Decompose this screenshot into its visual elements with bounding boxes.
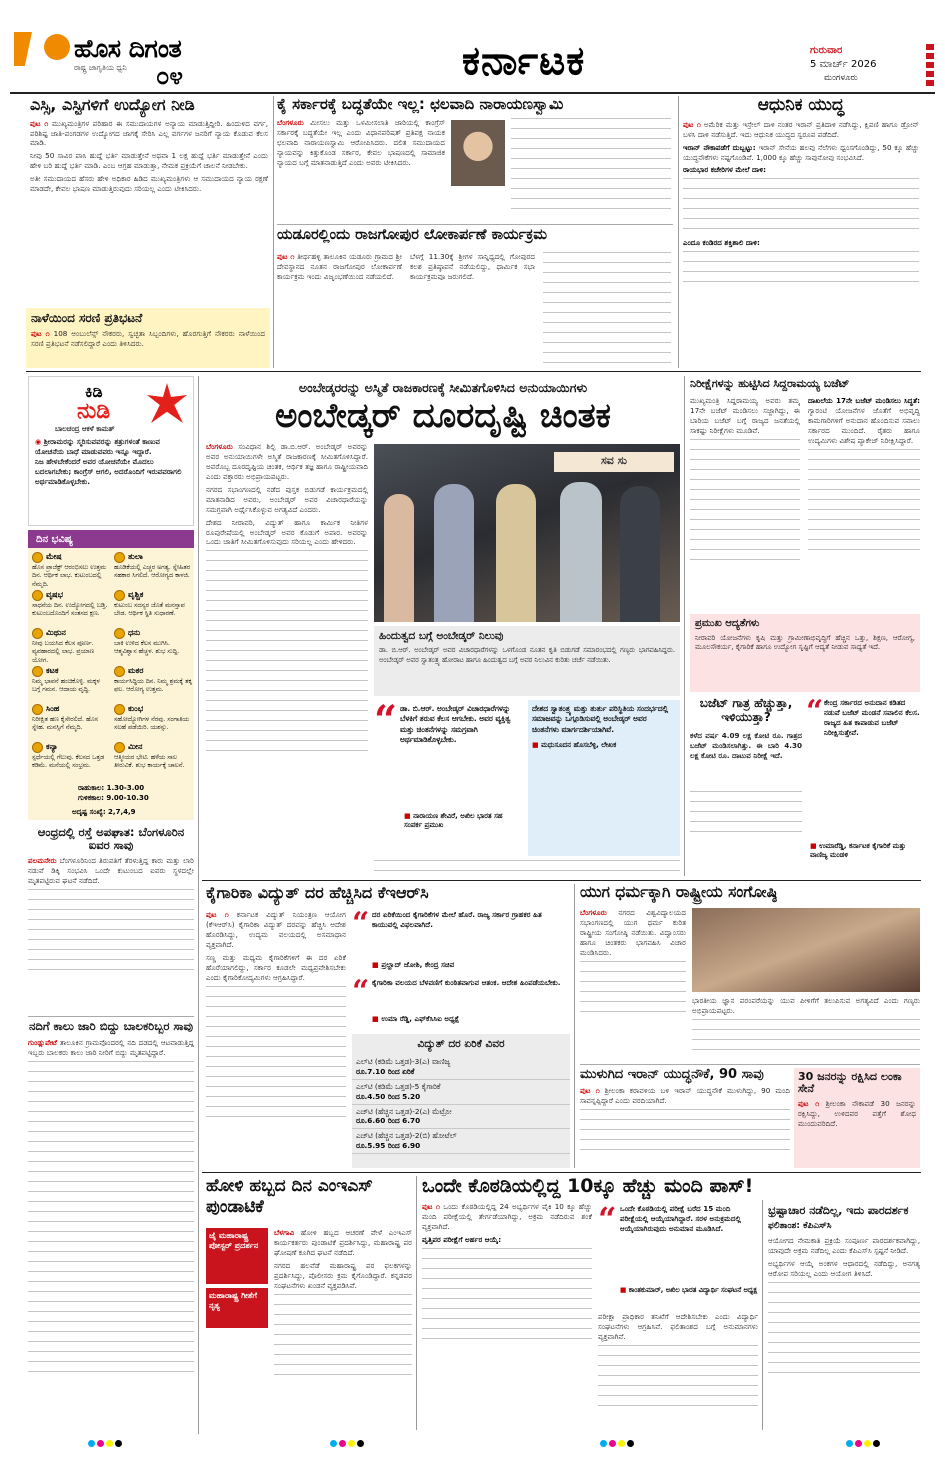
headline: ನಾಳೆಯಿಂದ ಸರಣಿ ಪ್ರತಿಭಟನೆ: [31, 311, 143, 325]
quote-author: [404, 812, 522, 830]
dateline: ಪಲಮನೇರು: [28, 856, 57, 866]
text-filler-block: [598, 1345, 758, 1415]
caption-title: ಹಿಂದುತ್ವದ ಬಗ್ಗೆ ಅಂಬೇಡ್ಕರ್ ನಿಲುವು: [379, 630, 504, 642]
paper-leak-headline: ಒಂದೇ ಕೊಠಡಿಯಲ್ಲಿದ್ದ 10ಕ್ಕೂ ಹೆಚ್ಚು ಮಂದಿ ಪಾಸ್!: [422, 1175, 754, 1197]
table-row: [352, 1080, 570, 1105]
paragraph-2: ದಲಿತ ಸಮುದಾಯದ ನ್ಯಾಯವನ್ನು ಕಿತ್ತುಕೊಂಡ ಸರ್ಕಾರ, ಕೇವಲ ಭಾಷಣದಲ್ಲಿ ಸಾಮಾಜಿಕ ನ್ಯಾಯದ ಬಗ್ಗೆ ಮಾತನಾಡುತ್ತಿದೆ ಎಂದು ಅವರು ಟೀಕಿಸಿದರು.: [277, 137, 445, 167]
text-filler-block: [692, 1019, 920, 1055]
quote-author: [372, 960, 454, 970]
row-rule: [202, 880, 921, 881]
row-label: ಎಲ್‌ಟಿ (ಕಡಿಮೆ ಒತ್ತಡ)-3(ಎ) ವಾಣಿಜ್ಯ: [356, 1057, 451, 1067]
paragraph-2: ಇರಾನ್ ಸೇನೆಯ ಹಲವು ನೆಲೆಗಳು ಧ್ವಂಸಗೊಂಡಿದ್ದು, 50 ಕ್ಕೂ ಹೆಚ್ಚು ಯುದ್ಧನೌಕೆಗಳು ನಷ್ಟಗೊಂಡಿವೆ. 1,000 ಕ್ಕೂ ಹೆಚ್ಚು ಸಾವುನೋವು ಸಂಭವಿಸಿದೆ.: [683, 142, 919, 162]
lead: ತಾಲೂಕಿನ ಗ್ರಾಮವೊಂದರಲ್ಲಿ ನದಿ ದಡದಲ್ಲಿ ಆಟವಾಡುತ್ತಿದ್ದ ಇಬ್ಬರು ಬಾಲಕರು ಕಾಲು ಜಾರಿ ನೀರಿಗೆ ಬಿದ್ದು ಮೃತಪಟ್ಟಿದ್ದಾರೆ.: [28, 1037, 194, 1057]
text-filler-block: [580, 1109, 790, 1157]
horoscope-sign: [114, 628, 192, 664]
col-rule: [574, 884, 575, 1168]
person-figure: [560, 482, 602, 622]
dateline: ಬೆಂಗಳೂರು: [580, 908, 607, 917]
article-col-2: [410, 252, 535, 366]
seminar-photo: [692, 908, 920, 992]
rahukala: ರಾಹುಕಾಲ: 1.30-3.00: [78, 784, 145, 792]
dateline: ಗುಂಡ್ಲುಪೇಟೆ: [28, 1037, 58, 1047]
section-title: ಕರ್ನಾಟಕ: [462, 38, 586, 84]
subhead-3: ಎಂದೂ ಕಂಡಿರದ ಶಕ್ತಿಶಾಲಿ ದಾಳಿ:: [683, 238, 760, 248]
quote-icon: “: [374, 697, 398, 744]
sign-name: [114, 666, 192, 677]
sign-text: ಸಾಧನೆಯ ದಿನ. ಉದ್ಯೋಗದಲ್ಲಿ ಬಡ್ತಿ. ಕುಟುಂಬದೊಂದಿಗೆ ಸಂತಸದ ಕ್ಷಣ.: [32, 602, 108, 618]
author-marker-icon: ■: [532, 741, 539, 750]
zodiac-icon: [114, 742, 125, 753]
person-figure: [434, 484, 474, 622]
headline: ಹೋಳಿ ಹಬ್ಬದ ದಿನ ಎಂಇಎಸ್ ಪುಂಡಾಟಿಕೆ: [206, 1176, 373, 1218]
author: ಬಾಲಚಂದ್ರ ಆಕಳೆ ಕಾಮತ್: [55, 425, 115, 433]
lucky-number: ಅದೃಷ್ಟ ಸಂಖ್ಯೆ: 2,7,4,9: [72, 808, 136, 816]
zodiac-icon: [114, 552, 125, 563]
box-protest-tomorrow: [26, 308, 270, 368]
gulikakala: ಗುಳಿಕಕಾಲ: 9.00-10.30: [78, 793, 149, 802]
horoscope-sign: [114, 742, 192, 778]
horoscope-sign: [32, 552, 110, 588]
sign-name: [32, 742, 110, 753]
lead: ಮುಖ್ಯಮಂತ್ರಿಗಳ ಪರಿಹಾರ ಈ ಸಮುದಾಯಗಳ ಅನ್ಯಾಯ ಮಾಡುತ್ತಿದ್ದೀರಿ. ಹಿಂದುಳಿದ ವರ್ಗ, ಪರಿಶಿಷ್ಟ ಜಾತಿ-ಪಂಗಡಗಳ ಉದ್ಯೋಗದ ಜಾಗಕ್ಕೆ ಸೇರಿಸಿ ಎಲ್ಲ ವರ್ಗಗಳ ಜನರಿಗೆ ನ್ಯಾಯ ಕೊಡುವ ಕೆಲಸ ಮಾಡಿ.: [30, 118, 268, 148]
dateline: ಪುಟ ೧: [206, 910, 229, 919]
quote-text: ಒಂದೇ ಕೊಠಡಿಯಲ್ಲಿ ಪರೀಕ್ಷೆ ಬರೆದ 15 ಮಂದಿ ಪರೀಕ್ಷೆಯಲ್ಲಿ ಆಯ್ಕೆಯಾಗಿದ್ದಾರೆ. ಸರಳ ಅನುಕ್ರಮದಲ್ಲಿ ಆಯ್ಕೆಯಾಗಿರುವುದು ಅನುಮಾನ ಮೂಡಿಸಿದೆ.: [620, 1204, 741, 1233]
row-label: ಎಚ್‌ಟಿ (ಹೆಚ್ಚಿನ ಒತ್ತಡ)-2(ಬಿ) ಹೋಟೆಲ್: [356, 1131, 457, 1141]
lead: ಬೆಂಗಳೂರಿನಿಂದ ತಿರುಪತಿಗೆ ತೆರಳುತ್ತಿದ್ದ ಕಾರು ಮತ್ತು ಲಾರಿ ನಡುವೆ ಡಿಕ್ಕಿ ಸಂಭವಿಸಿ ಒಂದೇ ಕುಟುಂಬದ ಐವರು ಸ್ಥಳದಲ್ಲೇ ಮೃತಪಟ್ಟಿರುವ ಘಟನೆ ನಡೆದಿದೆ.: [28, 856, 194, 886]
zodiac-icon: [114, 590, 125, 601]
row-value: ರೂ.4.50 ರಿಂದ 5.20: [356, 1091, 421, 1101]
sign-name: [114, 552, 192, 563]
horoscope-sign: [32, 628, 110, 664]
zodiac-icon: [32, 552, 43, 563]
article-body: [30, 119, 268, 299]
kidi-text: [35, 437, 189, 487]
headline: ಕೈಗಾರಿಕಾ ವಿದ್ಯುತ್ ದರ ಹೆಚ್ಚಿಸಿದ ಕೆಇಆರ್‌ಸಿ: [206, 883, 429, 902]
author-marker-icon: ■: [372, 960, 379, 969]
dateline: ಪುಟ ೧: [580, 1086, 600, 1096]
dateline: ಪುಟ ೧: [683, 119, 701, 129]
text-filler-block: [580, 961, 686, 1021]
lead: ತೀರ್ಥಹಳ್ಳಿ ತಾಲೂಕಿನ ಯಡೂರು ಗ್ರಾಮದ ಶ್ರೀ ದೇವಸ್ಥಾನದ ನೂತನ ರಾಜಗೋಪುರ ಲೋಕಾರ್ಪಣೆ ಕಾರ್ಯಕ್ರಮ ಇಂದು ವಿಜೃಂಭಣೆಯಿಂದ ನಡೆಯಲಿದೆ.: [277, 252, 402, 281]
lead: ಮುಖ್ಯಮಂತ್ರಿ ಸಿದ್ದರಾಮಯ್ಯ ಅವರು ತಮ್ಮ 17ನೇ ಬಜೆಟ್ ಮಂಡಿಸಲು ಸಜ್ಜಾಗಿದ್ದು, ಈ ಬಾರಿಯ ಬಜೆಟ್ ಬಗ್ಗೆ ರಾಜ್ಯದ ಜನತೆಯಲ್ಲಿ ಸಾಕಷ್ಟು ನಿರೀಕ್ಷೆಗಳು ಮೂಡಿವೆ.: [690, 396, 800, 435]
zodiac-icon: [32, 704, 43, 715]
headline: ಯುಗ ಧರ್ಮಕ್ಕಾಗಿ ರಾಷ್ಟ್ರೀಯ ಸಂಗೋಷ್ಠಿ: [580, 883, 778, 901]
horoscope-sign: [32, 590, 110, 626]
sign-label: ತುಲಾ: [128, 552, 143, 562]
article-power-tariff: [206, 884, 570, 1170]
kidi-text-1: ಶ್ರೀರಾಮರನ್ನು ಸ್ಮರಿಸುವವರನ್ನು ಶತ್ರುಗಳಂತೆ ಕಾಣುವ ಯೋಚನೆಯ ಬಾಧೆ ಮಾಡುವವರು ಇನ್ನೂ ಇದ್ದಾರೆ.: [35, 437, 161, 457]
text-filler-block: [690, 439, 800, 569]
subhead-1: ವೃತ್ತಿಪರ ಪರೀಕ್ಷೆಗೆ ಅರ್ಹರ ಆಯ್ಕೆ:: [422, 1234, 502, 1244]
text-filler-block: [28, 1061, 194, 1381]
text-filler-block: [768, 1282, 920, 1378]
quote-author: [532, 741, 676, 750]
person-figure: [620, 486, 660, 622]
row-value: ರೂ.6.60 ರಿಂದ 6.70: [356, 1116, 421, 1126]
article-body: [683, 120, 919, 364]
horoscope-sign: [32, 704, 110, 740]
text-filler-block: [274, 1294, 412, 1384]
sign-label: ಮೀನ: [128, 742, 143, 752]
edition-city: ಮಂಗಳೂರು: [824, 73, 858, 83]
paper-leak-quote: [598, 1200, 758, 1308]
table-title: ವಿದ್ಯುತ್ ದರ ಏರಿಕೆ ವಿವರ: [417, 1038, 505, 1050]
quote-text: ದೇಶದ ಸ್ವಾತಂತ್ರ್ಯ ಮತ್ತು ತುರ್ತು ಪರಿಸ್ಥಿತಿಯ ಸಂದರ್ಭದಲ್ಲಿ ಸಮಾಜವನ್ನು ಒಗ್ಗೂಡಿಸುವಲ್ಲಿ ಅಂಬೇಡ್ಕರ್ ಅವರ ಚಿಂತನೆಗಳು ಮಾರ್ಗದರ್ಶಿಯಾಗಿವೆ.: [532, 704, 669, 734]
text-filler-block: [422, 1248, 592, 1348]
horoscope-sign: [32, 742, 110, 778]
text-filler-block: [683, 178, 919, 238]
quote-author-name: ನಾರಾಯಣ ಶೇವಿರೆ, ಅಖಿಲ ಭಾರತ ಸಹ ಸಂಪರ್ಕ ಪ್ರಮುಖ: [404, 812, 503, 830]
dateline: ಪುಟ ೧: [277, 252, 295, 261]
article-col-2: [511, 118, 671, 218]
paper-leak-col-2: [598, 1312, 758, 1430]
spark-icon: [147, 383, 187, 423]
dateline: ಪುಟ ೧: [422, 1202, 441, 1211]
lead: ನಗರದ ವಿಶ್ವವಿದ್ಯಾಲಯದ ಸಭಾಂಗಣದಲ್ಲಿ ಯುಗ ಧರ್ಮ ಕುರಿತ ರಾಷ್ಟ್ರೀಯ ಸಂಗೋಷ್ಠಿ ನಡೆಯಿತು. ವಿದ್ವಾಂಸರು ಹಾಗೂ ಚಿಂತಕರು ಭಾಗವಹಿಸಿ ವಿಚಾರ ಮಂಡಿಸಿದರು.: [580, 908, 686, 957]
col-rule: [684, 376, 685, 876]
sign-text: ಕಾರ್ಯಸಿದ್ಧಿಯ ದಿನ. ನಿಮ್ಮ ಶ್ರಮಕ್ಕೆ ತಕ್ಕ ಫಲ. ಆರೋಗ್ಯ ಉತ್ತಮ.: [114, 678, 192, 694]
article-andhra-accident: [28, 826, 194, 1012]
nudi-title: ನುಡಿ: [77, 399, 111, 424]
lead: ಕರ್ನಾಟಕ ವಿದ್ಯುತ್ ನಿಯಂತ್ರಣ ಆಯೋಗ (ಕೆಇಆರ್‌ಸಿ) ಕೈಗಾರಿಕಾ ವಿದ್ಯುತ್ ದರವನ್ನು ಹೆಚ್ಚಿಸಿ ಆದೇಶ ಹೊರಡಿಸಿದ್ದು, ಉದ್ಯಮ ವಲಯದಲ್ಲಿ ಅಸಮಾಧಾನ ವ್ಯಕ್ತವಾಗಿದೆ.: [206, 910, 346, 949]
row-label: ಎಲ್‌ಟಿ (ಕಡಿಮೆ ಒತ್ತಡ)-5 ಕೈಗಾರಿಕೆ: [356, 1081, 441, 1091]
rule: [277, 224, 673, 225]
portrait-photo: [451, 120, 505, 186]
masthead-rule: [10, 92, 935, 94]
rule: [580, 1064, 920, 1065]
size-title: ಬಜೆಟ್ ಗಾತ್ರ ಹೆಚ್ಚುತ್ತಾ, ಇಳಿಯುತ್ತಾ?: [699, 696, 793, 725]
quote-icon: “: [598, 1200, 617, 1238]
article-children-drown: [28, 1020, 194, 1430]
dateline: ಬೆಂಗಳೂರು: [206, 442, 233, 451]
ambedkar-body-tail: [374, 860, 680, 878]
quote-text: ದರ ಏರಿಕೆಯಿಂದ ಕೈಗಾರಿಕೆಗಳ ಮೇಲೆ ಹೊರೆ. ರಾಜ್ಯ ಸರ್ಕಾರ ಗ್ರಾಹಕರ ಹಿತ ಕಾಯುವಲ್ಲಿ ವಿಫಲವಾಗಿದೆ.: [372, 910, 542, 930]
col-rule: [678, 96, 679, 368]
article-col-1: [277, 252, 402, 366]
article-body: [31, 329, 265, 361]
ambedkar-body: [206, 442, 368, 850]
article-col-1: [690, 396, 800, 608]
zodiac-icon: [32, 628, 43, 639]
sign-name: [32, 704, 110, 715]
row-label: ಎಚ್‌ಟಿ (ಹೆಚ್ಚಿನ ಒತ್ತಡ)-2(ಎ) ಮೆಟ್ರೋ: [356, 1106, 452, 1116]
horoscope-sign: [114, 590, 192, 626]
tag-poster-text: ಜೈ ಮಹಾರಾಷ್ಟ್ರ ಪೋಸ್ಟರ್ ಪ್ರದರ್ಶನ: [209, 1231, 259, 1251]
sign-name: [32, 628, 110, 639]
lead: ಮೀಸಲು ಮತ್ತು ಒಳಮೀಸಲಾತಿ ಜಾರಿಯಲ್ಲಿ ಕಾಂಗ್ರೆಸ್ ಸರ್ಕಾರಕ್ಕೆ ಬದ್ಧತೆಯೇ ಇಲ್ಲ ಎಂದು ವಿಧಾನಪರಿಷತ್ ಪ್ರತಿಪಕ್ಷ ನಾಯಕ ಛಲವಾದಿ ನಾರಾಯಣಸ್ವಾಮಿ ಆರೋಪಿಸಿದರು.: [277, 118, 445, 147]
quote-text: ಕೈಗಾರಿಕಾ ವಲಯದ ಬೆಳವಣಿಗೆ ಕುಂಠಿತವಾಗುವ ಆತಂಕ. ಆದೇಶ ಹಿಂಪಡೆಯಬೇಕು.: [372, 978, 561, 987]
subhead-2: ರಾಯಭಾರ ಕಚೇರಿಗಳ ಮೇಲೆ ದಾಳಿ:: [683, 165, 766, 175]
article-col-2: [808, 396, 920, 608]
article-body: [580, 1086, 790, 1164]
paper-leak-col-1: [422, 1202, 592, 1430]
headline: ಎಸ್ಸಿ, ಎಸ್ಟಿಗಳಿಗೆ ಉದ್ಯೋಗ ನೀಡಿ: [30, 95, 195, 114]
sign-label: ವೃಷಭ: [46, 590, 63, 600]
paragraph-2: ಬೆಳಗ್ಗೆ 11.30ಕ್ಕೆ ಶ್ರೀಗಳ ಸಾನ್ನಿಧ್ಯದಲ್ಲಿ ಗೋಪುರದ ಕಲಶ ಪ್ರತಿಷ್ಠಾಪನೆ ನಡೆಯಲಿದ್ದು, ಧಾರ್ಮಿಕ ಸಭಾ ಕಾರ್ಯಕ್ರಮವೂ ಜರುಗಲಿದೆ.: [410, 252, 535, 281]
lead: ಅಮೆರಿಕ ಮತ್ತು ಇಸ್ರೇಲ್ ದಾಳಿ ನಂತರ ಇರಾನ್ ಪ್ರತಿದಾಳಿ ನಡೆಸಿದ್ದು, ಕ್ಷಿಪಣಿ ಹಾಗೂ ಡ್ರೋನ್ ಬಳಸಿ ದಾಳಿ ನಡೆಸುತ್ತಿದೆ. ಇದು ಆಧುನಿಕ ಯುದ್ಧದ ಸ್ವರೂಪ ಪಡೆದಿದೆ.: [683, 119, 919, 139]
zodiac-icon: [32, 590, 43, 601]
zodiac-icon: [32, 742, 43, 753]
dateline: ಬೆಂಗಳೂರು: [277, 118, 304, 127]
horoscope-sign: [114, 666, 192, 702]
tariff-rows: [352, 1055, 570, 1154]
horoscope-sign: [32, 666, 110, 702]
headline: 30 ಜನರನ್ನು ರಕ್ಷಿಸಿದ ಲಂಕಾ ಸೇನೆ: [798, 1070, 902, 1096]
headline: ಆಂಧ್ರದಲ್ಲಿ ರಸ್ತೆ ಅಪಘಾತ: ಬೆಂಗಳೂರಿನ ಐವರ ಸಾವು: [37, 825, 185, 852]
article-col-1: [206, 910, 346, 1168]
article-lanka-rescue: [794, 1068, 920, 1168]
paragraph-3: ಅತೀ ಸಮುದಾಯದ ಹೆಸರು ಹೇಳಿ ಅಧಿಕಾರ ಹಿಡಿದ ಮುಖ್ಯಮಂತ್ರಿಗಳು ಆ ಸಮುದಾಯದ ನ್ಯಾಯ ರಕ್ಷಣೆ ಮಾಡದೇ, ಕೇವಲ ಭಾಷಣ ಮಾಡುತ್ತಿರುವುದು ಸರಿಯಲ್ಲ ಎಂದು ಟೀಕಿಸಿದರು.: [30, 174, 268, 194]
color-registration-marks: [846, 1440, 882, 1451]
quote-author: [620, 1286, 758, 1294]
brand-name: ಹೊಸ ದಿಗಂತ: [74, 34, 182, 63]
row-value: ರೂ.5.95 ರಿಂದ 6.90: [356, 1141, 421, 1151]
sign-name: [114, 628, 192, 639]
zodiac-icon: [114, 628, 125, 639]
photo-caption: ಡಾ. ಬಿ.ಆರ್. ಅಂಬೇಡ್ಕರ್ ಅವರ ವಿಚಾರಧಾರೆಗಳನ್ನು ಒಳಗೊಂಡ ನೂತನ ಕೃತಿ ಬಿಡುಗಡೆ ಸಮಾರಂಭದಲ್ಲಿ ಗಣ್ಯರು ಭಾಗವಹಿಸಿದ್ದರು. ಅಂಬೇಡ್ಕರ್ ಅವರ ಸ್ವಾತಂತ್ರ್ಯ ಹೋರಾಟ ಹಾಗೂ ಹಿಂದುತ್ವದ ಬಗ್ಗೆ ಅವರ ನಿಲುವಿನ ಕುರಿತು ಚರ್ಚೆ ನಡೆಯಿತು.: [379, 646, 675, 664]
paragraph-2: ಪರೀಕ್ಷಾ ಪ್ರಾಧಿಕಾರ ತನಿಖೆಗೆ ಆದೇಶಿಸಬೇಕು ಎಂದು ವಿದ್ಯಾರ್ಥಿ ಸಂಘಟನೆಗಳು ಆಗ್ರಹಿಸಿವೆ. ಫಲಿತಾಂಶದ ಬಗ್ಗೆ ಅನುಮಾನಗಳು ವ್ಯಕ್ತವಾಗಿವೆ.: [598, 1312, 758, 1341]
row-value: ರೂ.7.10 ರಿಂದ ಏರಿಕೆ: [356, 1067, 415, 1077]
table-row: [352, 1129, 570, 1154]
article-gopura: [277, 228, 673, 368]
sign-name: [114, 590, 192, 601]
paragraph-2: ನಗರದ ಹಲವೆಡೆ ಮಹಾರಾಷ್ಟ್ರ ಪರ ಫಲಕಗಳನ್ನು ಪ್ರದರ್ಶಿಸಿದ್ದು, ಪೊಲೀಸರು ಕ್ರಮ ಕೈಗೊಂಡಿದ್ದಾರೆ. ಕನ್ನಡಪರ ಸಂಘಟನೆಗಳು ಖಂಡನೆ ವ್ಯಕ್ತಪಡಿಸಿವೆ.: [274, 1260, 412, 1290]
article-col-1: [274, 1228, 412, 1428]
box-text: ನೀರಾವರಿ ಯೋಜನೆಗಳು ಕೃಷಿ ಮತ್ತು ಗ್ರಾಮೀಣಾಭಿವೃದ್ಧಿಗೆ ಹೆಚ್ಚಿನ ಒತ್ತು, ಶಿಕ್ಷಣ, ಆರೋಗ್ಯ, ಮೂಲಸೌಕರ್ಯ, ಕೈಗಾರಿಕೆ ಹಾಗೂ ಉದ್ಯೋಗ ಸೃಷ್ಟಿಗೆ ಆದ್ಯತೆ ನೀಡುವ ಸಾಧ್ಯತೆ ಇದೆ.: [695, 633, 915, 652]
sign-label: ಮೇಷ: [46, 552, 62, 562]
sign-text: ಬಾಕಿ ಉಳಿದ ಕೆಲಸ ಮುಗಿಸಿ. ಆತ್ಮವಿಶ್ವಾಸ ಹೆಚ್ಚಳ. ಶುಭ ಸುದ್ದಿ.: [114, 640, 180, 656]
sign-text: ನೀವು ಬಯಸಿದ ಕೆಲಸ ಪೂರ್ಣ. ವ್ಯವಹಾರದಲ್ಲಿ ಲಾಭ. ಪ್ರಯಾಣ ಯೋಗ.: [32, 640, 95, 664]
kidi-nudi-box: [28, 376, 194, 526]
lead: ಶ್ರೀಲಂಕಾ ಕರಾವಳಿಯ ಬಳಿ ಇರಾನ್ ಯುದ್ಧನೌಕೆ ಮುಳುಗಿದ್ದು, 90 ಮಂದಿ ಸಾವನ್ನಪ್ಪಿದ್ದಾರೆ ಎಂದು ವರದಿಯಾಗಿದೆ.: [580, 1086, 790, 1106]
horoscope-title: [28, 530, 194, 548]
paragraph-2: ಅಭ್ಯರ್ಥಿಗಳ ಆಯ್ಕೆ ಅಂಕಗಳ ಆಧಾರದಲ್ಲಿ ನಡೆದಿದ್ದು, ಅನಗತ್ಯ ಆರೋಪ ಸರಿಯಲ್ಲ ಎಂದು ಆಯೋಗ ತಿಳಿಸಿದೆ.: [768, 1259, 920, 1279]
quote-author-name: ಮಧುಸೂದನ ಹೊಸಬೆಳ್ಳಿ, ಲೇಖಕ: [541, 741, 617, 750]
article-budget: [690, 378, 920, 610]
sign-label: ವೃಶ್ಚಿಕ: [128, 590, 144, 600]
col-rule: [416, 1176, 417, 1430]
logo-lamp-icon: [44, 34, 70, 60]
quote-author-name: ಕಾಂತಕುಮಾರ್, ಅಖಿಲ ಭಾರತ ವಿದ್ಯಾರ್ಥಿ ಸಂಘಟನೆ ಅಧ್ಯಕ್ಷ: [628, 1286, 758, 1294]
lead: ಶ್ರೀಲಂಕಾ ನೌಕಾಪಡೆ 30 ಜನರನ್ನು ರಕ್ಷಿಸಿದ್ದು, ಉಳಿದವರ ಪತ್ತೆಗೆ ಶೋಧ ಮುಂದುವರಿದಿದೆ.: [798, 1099, 916, 1129]
color-registration-marks: [330, 1440, 366, 1451]
row-rule: [202, 1172, 921, 1173]
zodiac-icon: [32, 666, 43, 677]
article-chalavadi: [277, 96, 673, 222]
sign-text: ಕುಟುಂಬ ಸದಸ್ಯರ ಜೊತೆ ಮನಸ್ತಾಪ ಬೇಡ. ಆರ್ಥಿಕ ಸ್ಥಿತಿ ಸುಧಾರಣೆ.: [114, 602, 185, 618]
issue-date: 5 ಮಾರ್ಚ್ 2026: [810, 59, 877, 70]
table-row: [352, 1105, 570, 1130]
lead: ಹೋಳಿ ಹಬ್ಬದ ಆಚರಣೆ ವೇಳೆ ಎಂಇಎಸ್ ಕಾರ್ಯಕರ್ತರು ಪುಂಡಾಟಿಕೆ ಪ್ರದರ್ಶಿಸಿದ್ದು, ಮಹಾರಾಷ್ಟ್ರ ಪರ ಘೋಷಣೆ ಕೂಗಿದ ಘಟನೆ ನಡೆದಿದೆ.: [274, 1228, 412, 1257]
page-number: ೦೪: [156, 62, 183, 90]
budget-quote: [806, 696, 920, 876]
text-column-filler: [543, 252, 671, 366]
row-rule: [26, 371, 921, 372]
paragraph-3: ದೇಶದ ನೀರಾವರಿ, ವಿದ್ಯುತ್ ಹಾಗೂ ಕಾರ್ಮಿಕ ನೀತಿಗಳ ರೂಪುರೇಷೆಯಲ್ಲಿ ಅಂಬೇಡ್ಕರ್ ಅವರ ಕೊಡುಗೆ ಅಪಾರ. ಅವರನ್ನು ಒಂದು ಜಾತಿಗೆ ಸೀಮಿತಗೊಳಿಸುವುದು ಸರಿಯಲ್ಲ ಎಂದು ಹೇಳಿದರು.: [206, 517, 368, 547]
author-marker-icon: ■: [620, 1286, 627, 1294]
sign-label: ಮಿಥುನ: [46, 628, 66, 638]
corner-stripes: [926, 44, 934, 88]
brand-logo: [14, 30, 224, 88]
subhead: ಫಲಿತಾಂಶ: ಕೆಪಿಎಸ್‌ಸಿ: [768, 1221, 832, 1232]
horoscope-box: [28, 530, 194, 820]
brand-tagline: ರಾಷ್ಟ್ರ ಜಾಗೃತಿಯ ಧ್ವನಿ: [74, 63, 127, 72]
dateline: ಪುಟ ೧: [798, 1099, 820, 1109]
dateline: ಪುಟ ೧: [30, 118, 49, 128]
paragraph-2: ಗ್ಯಾರಂಟಿ ಯೋಜನೆಗಳ ಜೊತೆಗೆ ಅಭಿವೃದ್ಧಿ ಕಾಮಗಾರಿಗಳಿಗೆ ಅನುದಾನ ಹೊಂದಿಸುವ ಸವಾಲು ಸರ್ಕಾರದ ಮುಂದಿದೆ. ರೈತರು ಹಾಗೂ ಉದ್ಯಮಿಗಳು ವಿಶೇಷ ಪ್ಯಾಕೇಜ್ ನಿರೀಕ್ಷಿಸಿದ್ದಾರೆ.: [808, 405, 920, 445]
article-holi-mes: [206, 1176, 412, 1430]
ambedkar-quote-1: [374, 697, 524, 856]
headline: ನಿರೀಕ್ಷೆಗಳನ್ನು ಹುಟ್ಟಿಸಿದ ಸಿದ್ದರಾಮಯ್ಯ ಬಜೆಟ್: [690, 377, 850, 390]
paragraph-2: ನಗರದ ಸಭಾಂಗಣದಲ್ಲಿ ನಡೆದ ಪುಸ್ತಕ ಬಿಡುಗಡೆ ಕಾರ್ಯಕ್ರಮದಲ್ಲಿ ಮಾತನಾಡಿದ ಅವರು, ಅಂಬೇಡ್ಕರ್ ಅವರ ವಿಚಾರಧಾರೆಯನ್ನು ಸಮಗ್ರವಾಗಿ ಅರ್ಥೈಸಿಕೊಳ್ಳುವ ಅಗತ್ಯವಿದೆ ಎಂದರು.: [206, 484, 368, 514]
lead: ಆಯೋಗದ ನೇಮಕಾತಿ ಪ್ರಕ್ರಿಯೆ ಸಂಪೂರ್ಣ ಪಾರದರ್ಶಕವಾಗಿದ್ದು, ಯಾವುದೇ ಅಕ್ರಮ ನಡೆದಿಲ್ಲ ಎಂದು ಕೆಪಿಎಸ್‌ಸಿ ಸ್ಪಷ್ಟನೆ ನೀಡಿದೆ.: [768, 1236, 920, 1256]
person-figure: [496, 484, 536, 622]
sign-text: ಸಹೋದ್ಯೋಗಿಗಳ ನೆರವು. ಸಂಗಾತಿಯ ಸಲಹೆ ಪಡೆಯಿರಿ. ಯಶಸ್ಸು.: [114, 716, 190, 732]
article-corruption: [768, 1204, 920, 1430]
quote-author-name: ಪ್ರಲ್ಹಾದ್ ಜೋಶಿ, ಕೇಂದ್ರ ಸಚಿವ: [381, 960, 455, 969]
paragraph-2: ಭಾರತೀಯ ಜ್ಞಾನ ಪರಂಪರೆಯನ್ನು ಯುವ ಪೀಳಿಗೆಗೆ ತಲುಪಿಸುವ ಅಗತ್ಯವಿದೆ ಎಂದು ಗಣ್ಯರು ಅಭಿಪ್ರಾಯಪಟ್ಟರು.: [692, 996, 920, 1015]
quote-icon: “: [352, 906, 370, 941]
article-col-2: [692, 996, 920, 1058]
text-filler-block: [206, 550, 368, 760]
rahukala-box: [78, 784, 188, 806]
text-filler-block: [808, 449, 920, 559]
sign-name: [32, 590, 110, 601]
tag-dance: [206, 1288, 268, 1328]
budget-size-box: [690, 696, 802, 876]
article-col-1: [580, 908, 686, 1058]
sign-label: ಧನು: [128, 628, 141, 638]
sign-text: ಹೂಡಿಕೆಯಲ್ಲಿ ಎಚ್ಚರ ಅಗತ್ಯ. ಸ್ನೇಹಿತರ ಸಹಕಾರ ಸಿಗಲಿದೆ. ಆರೋಗ್ಯದ ಕಾಳಜಿ.: [114, 564, 191, 580]
color-registration-marks: [600, 1440, 636, 1451]
lead: 108 ಆಂಬುಲೆನ್ಸ್ ನೌಕರರು, ಸ್ವಚ್ಛತಾ ಸಿಬ್ಬಂದಿಗಳು, ಹೊರಗುತ್ತಿಗೆ ನೌಕರರು ನಾಳೆಯಿಂದ ಸರಣಿ ಪ್ರತಿಭಟನೆ ನಡೆಸಲಿದ್ದಾರೆ ಎಂದು ತಿಳಿಸಿದರು.: [31, 329, 265, 349]
text-filler-block: [690, 791, 802, 837]
quote-text: ಕೇಂದ್ರ ಸರ್ಕಾರದ ಅನುದಾನ ಕಡಿತದ ನಡುವೆ ಬಜೆಟ್ ಮಂಡನೆ ಸವಾಲಿನ ಕೆಲಸ. ರಾಜ್ಯದ ಹಿತ ಕಾಪಾಡುವ ಬಜೆಟ್ ನಿರೀಕ್ಷಿಸುತ್ತೇವೆ.: [824, 698, 920, 738]
sign-text: ಆತ್ಮೀಯರ ಭೇಟಿ. ಹಳೆಯ ಸಾಲ ತೀರುವಿಕೆ. ಶುಭ ಕಾರ್ಯಕ್ಕೆ ಚಾಲನೆ.: [114, 754, 185, 770]
subhead-1: ದಾಖಲೆಯ 17ನೇ ಬಜೆಟ್ ಮಂಡಿಸಲು ಸಿದ್ಧತೆ:: [808, 396, 920, 405]
article-body: [28, 1038, 194, 1408]
article-body: [798, 1099, 916, 1161]
table-row: [352, 1055, 570, 1080]
dateline: ಪುಟ ೧: [31, 329, 50, 339]
ambedkar-headline: ಅಂಬೇಡ್ಕರ್ ದೂರದೃಷ್ಟಿ ಚಿಂತಕ: [275, 396, 611, 436]
sign-text: ನಿರೀಕ್ಷಿತ ಹಣ ಕೈಸೇರಲಿದೆ. ಹೊಸ ಸ್ನೇಹ. ಮನಸ್ಸಿಗೆ ನೆಮ್ಮದಿ.: [32, 716, 98, 732]
quote-icon: “: [352, 974, 370, 1009]
headline: ಭ್ರಷ್ಟಾಚಾರ ನಡೆದಿಲ್ಲ, ಇದು ಪಾರದರ್ಶಕ: [768, 1204, 909, 1217]
tariff-table: [352, 1034, 570, 1168]
person-figure: [384, 494, 414, 622]
tag-dance-text: ಮಹಾರಾಷ್ಟ್ರ ಗೀತೆಗೆ ನೃತ್ಯ: [209, 1291, 257, 1311]
headline: ಮುಳುಗಿದ ಇರಾನ್ ಯುದ್ಧನೌಕೆ, 90 ಸಾವು: [580, 1067, 764, 1082]
photo-banner: ಸವ ಸು: [554, 452, 674, 472]
text-column-filler: [511, 118, 671, 218]
issue-day: ಗುರುವಾರ: [810, 45, 843, 56]
sign-label: ಕುಂಭ: [128, 704, 144, 714]
quote-icon: “: [806, 694, 824, 729]
sign-text: ಸ್ಪರ್ಧೆಯಲ್ಲಿ ಗೆಲುವು. ಕೆಲಸದ ಒತ್ತಡ ಕಡಿಮೆ. ಮನೆಯಲ್ಲಿ ಸಂಭ್ರಮ.: [32, 754, 105, 770]
color-registration-marks: [88, 1440, 124, 1451]
quote-text: ಡಾ. ಬಿ.ಆರ್. ಅಂಬೇಡ್ಕರ್ ವಿಚಾರಧಾರೆಗಳನ್ನು ಬೆಳಕಿಗೆ ತರುವ ಕೆಲಸ ಆಗಬೇಕು. ಅವರ ವ್ಯಕ್ತಿತ್ವ ಮತ್ತು ಚಿಂತನೆಗಳನ್ನು ಸಮಗ್ರವಾಗಿ ಅರ್ಥಮಾಡಿಕೊಳ್ಳಬೇಕು.: [400, 704, 511, 745]
lead: ಸಂವಿಧಾನ ಶಿಲ್ಪಿ ಡಾ.ಬಿ.ಆರ್. ಅಂಬೇಡ್ಕರ್ ಅವರನ್ನು ಅವರ ಅನುಯಾಯಿಗಳೇ ಅಸ್ಮಿತೆ ರಾಜಕಾರಣಕ್ಕೆ ಸೀಮಿತಗೊಳಿಸಿದ್ದಾರೆ. ಅವರೊಬ್ಬ ದೂರದೃಷ್ಟಿಯ ಚಿಂತಕ, ಆರ್ಥಿಕ ತಜ್ಞ ಹಾಗೂ ರಾಷ್ಟ್ರೀಯವಾದಿ ಎಂದು ವಕ್ತಾರರು ಅಭಿಪ್ರಾಯಪಟ್ಟರು.: [206, 442, 368, 481]
col-rule: [198, 376, 199, 1434]
article-iran-ship: [580, 1068, 790, 1168]
photo-caption-box: [374, 626, 680, 696]
horoscope-title-text: ದಿನ ಭವಿಷ್ಯ: [36, 534, 73, 545]
headline: ನದಿಗೆ ಕಾಲು ಜಾರಿ ಬಿದ್ದು ಬಾಲಕರಿಬ್ಬರ ಸಾವು: [29, 1019, 193, 1033]
sign-text: ಹೊಸ ಪ್ರಾಜೆಕ್ಟ್ ಆರಂಭಿಸಲು ಉತ್ತಮ ದಿನ. ಆರ್ಥಿಕ ಲಾಭ. ಕುಟುಂಬದಲ್ಲಿ ನೆಮ್ಮದಿ.: [32, 564, 106, 588]
sign-name: [32, 666, 110, 677]
horoscope-sign: [114, 704, 192, 740]
bullet-icon: ◉: [35, 437, 42, 446]
subhead-1: ಇರಾನ್ ನೌಕಾಪಡೆಗೆ ದುಬ್ಬಟ್ಟು:: [683, 142, 756, 152]
author-marker-icon: ■: [404, 812, 411, 820]
lead: ಒಂದು ಕೊಠಡಿಯಲ್ಲಿದ್ದ 24 ಅಭ್ಯರ್ಥಿಗಳ ಪೈಕಿ 10 ಕ್ಕೂ ಹೆಚ್ಚು ಮಂದಿ ಪರೀಕ್ಷೆಯಲ್ಲಿ ತೇರ್ಗಡೆಯಾಗಿದ್ದು, ಅಕ್ರಮ ನಡೆದಿರುವ ಶಂಕೆ ವ್ಯಕ್ತವಾಗಿದೆ.: [422, 1202, 592, 1231]
article-modern-war: [683, 96, 919, 368]
quote-author-name: ಉಮಾರೆಡ್ಡಿ, ಕರ್ನಾಟಕ ಕೈಗಾರಿಕೆ ಮತ್ತು ವಾಣಿಜ್ಯ ಮಂಡಳಿ: [810, 842, 906, 860]
article-yuga-dharma: [580, 884, 920, 1060]
text-filler-block: [28, 889, 194, 979]
text-filler-block: [683, 251, 919, 291]
zodiac-icon: [114, 704, 125, 715]
kidi-text-2: ನಿಜ ಹೇಳಬೇಕೆಂದರೆ ಅವರ ಯೋಚನೆಯೇ ಮೊದಲು ಬದಲಾಗಬೇಕು; ಕಾಂಗ್ರೆಸ್ ಆಗಲಿ, ಅದರೊಂದಿಗೆ ಇರುವವರಾಗಲಿ ಅರ್ಥಮಾಡಿಕೊಳ್ಳಬೇಕು.: [35, 457, 182, 487]
sign-label: ಕನ್ಯಾ: [46, 742, 58, 752]
quote-author: [372, 1014, 459, 1024]
zodiac-icon: [114, 666, 125, 677]
rule: [28, 1016, 194, 1017]
sign-text: ನಿಮ್ಮ ಭಾವನೆ ಹಂಚಿಕೊಳ್ಳಿ. ಮಕ್ಕಳ ಬಗ್ಗೆ ಗಮನ. ಆದಾಯ ವೃದ್ಧಿ.: [32, 678, 100, 694]
kidi-title: ಕಿಡಿ: [85, 382, 103, 401]
author-marker-icon: ■: [372, 1014, 379, 1023]
article-body: [28, 856, 194, 1002]
box-title: ಪ್ರಮುಖ ಆದ್ಯತೆಗಳು: [695, 618, 760, 629]
article-col-3: [543, 252, 671, 366]
col-rule: [273, 96, 274, 368]
logo-emblem-icon: [14, 32, 32, 66]
quote-author: [810, 842, 920, 861]
headline: ಕೈ ಸರ್ಕಾರಕ್ಕೆ ಬದ್ಧತೆಯೇ ಇಲ್ಲ: ಛಲವಾದಿ ನಾರಾಯಣಸ್ವಾಮಿ: [277, 95, 564, 113]
masthead: [0, 0, 945, 92]
text-filler-block: [206, 986, 346, 1126]
col-rule: [762, 1200, 763, 1430]
book-release-photo: [374, 444, 680, 622]
sign-name: [114, 742, 192, 753]
quote-author-name: ಉಮಾ ರೆಡ್ಡಿ, ಎಫ್‌ಕೆಸಿಸಿಐ ಅಧ್ಯಕ್ಷೆ: [381, 1014, 460, 1023]
sign-name: [32, 552, 110, 563]
sign-label: ಕಟಕ: [46, 666, 59, 676]
headline: ಯಡೂರಲ್ಲಿಂದು ರಾಜಗೋಪುರ ಲೋಕಾರ್ಪಣೆ ಕಾರ್ಯಕ್ರಮ: [277, 227, 548, 243]
article-sc-st: [30, 96, 268, 304]
dateline: ಬೆಳಗಾವಿ: [274, 1228, 295, 1237]
tag-poster: [206, 1228, 268, 1284]
sign-label: ಸಿಂಹ: [46, 704, 60, 714]
budget-priorities-box: [690, 614, 920, 692]
paragraph-2: ಸಣ್ಣ ಮತ್ತು ಮಧ್ಯಮ ಕೈಗಾರಿಕೆಗಳಿಗೆ ಈ ದರ ಏರಿಕೆ ಹೊರೆಯಾಗಲಿದ್ದು, ಸರ್ಕಾರ ಕೂಡಲೇ ಮಧ್ಯಪ್ರವೇಶಿಸಬೇಕು ಎಂದು ಕೈಗಾರಿಕೋದ್ಯಮಿಗಳು ಆಗ್ರಹಿಸಿದ್ದಾರೆ.: [206, 952, 346, 982]
tariff-quote-2: [352, 974, 570, 1028]
paragraph-2: ನೀವು 50 ಸಾವಿರ ಪಾಸಿ ಹುದ್ದೆ ಭರ್ತಿ ಮಾಡುತ್ತೇನೆ ಅಥವಾ 1 ಲಕ್ಷ ಹುದ್ದೆ ಭರ್ತಿ ಮಾಡುತ್ತೇನೆ ಎಂದು ಹೇಳಿ ಬರಿ ಹುದ್ದೆ ಭರ್ತಿ ಮಾಡಿ. ಎಂಬ ಆಗ್ರಹ ಮಾಡುತ್ತಾ, ನೇಮಕ ಪ್ರಕ್ರಿಯೆಗೆ ಚಾಲನೆ ನೀಡಬೇಕು.: [30, 151, 268, 171]
size-text: ಕಳೆದ ವರ್ಷ 4.09 ಲಕ್ಷ ಕೋಟಿ ರೂ. ಗಾತ್ರದ ಬಜೆಟ್ ಮಂಡಿಸಲಾಗಿತ್ತು. ಈ ಬಾರಿ 4.30 ಲಕ್ಷ ಕೋಟಿ ರೂ. ದಾಟುವ ನಿರೀಕ್ಷೆ ಇದೆ.: [690, 730, 802, 760]
horoscope-sign: [114, 552, 192, 588]
ambedkar-kicker: ಅಂಬೇಡ್ಕರರನ್ನು ಅಸ್ಮಿತೆ ರಾಜಕಾರಣಕ್ಕೆ ಸೀಮಿತಗೊಳಿಸಿದ ಅನುಯಾಯಿಗಳು: [298, 380, 588, 395]
article-body: [768, 1236, 920, 1416]
article-col-1: [277, 118, 445, 218]
headline: ಆಧುನಿಕ ಯುದ್ಧ: [757, 95, 845, 115]
tariff-quote-1: [352, 906, 570, 974]
ambedkar-quote-2: [528, 700, 680, 856]
author-marker-icon: ■: [810, 842, 817, 850]
sign-label: ಮಕರ: [128, 666, 144, 676]
sign-name: [114, 704, 192, 715]
